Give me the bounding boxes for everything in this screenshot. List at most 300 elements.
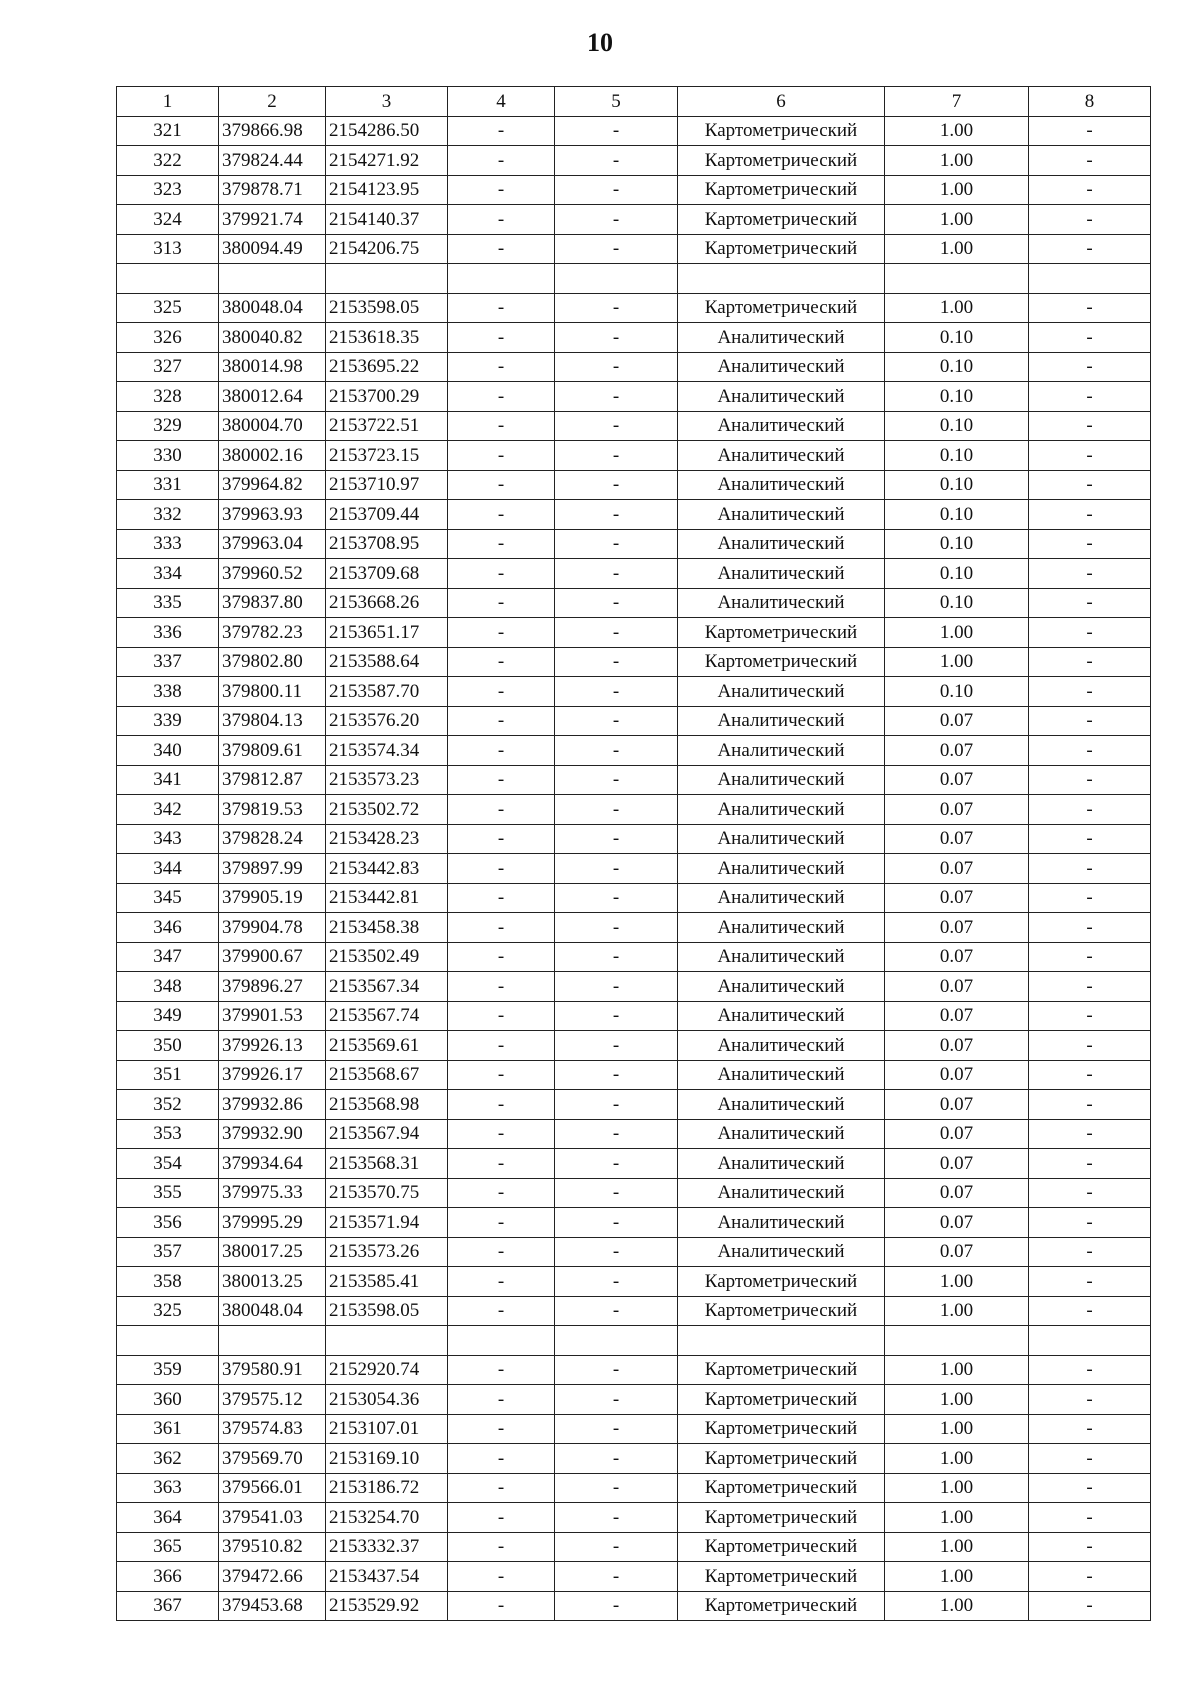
x-coordinate-cell: 379975.33 [219, 1178, 326, 1208]
y-coordinate-cell: 2153169.10 [326, 1444, 448, 1474]
x-coordinate-cell: 379900.67 [219, 942, 326, 972]
accuracy-cell: 0.07 [885, 972, 1029, 1002]
x-coordinate-cell: 379897.99 [219, 854, 326, 884]
table-row [117, 647, 1151, 677]
table-row [117, 972, 1151, 1002]
x-coordinate-cell: 380002.16 [219, 441, 326, 471]
col8-cell: - [1029, 1267, 1151, 1297]
table-row [117, 116, 1151, 146]
y-coordinate-cell: 2153722.51 [326, 411, 448, 441]
accuracy-cell: 0.10 [885, 559, 1029, 589]
col8-cell: - [1029, 1208, 1151, 1238]
col5-cell: - [555, 1296, 678, 1326]
table-row [117, 1326, 1151, 1356]
y-coordinate-cell: 2153568.31 [326, 1149, 448, 1179]
col8-cell: - [1029, 854, 1151, 884]
col5-cell: - [555, 500, 678, 530]
x-coordinate-cell: 379510.82 [219, 1532, 326, 1562]
col8-cell: - [1029, 470, 1151, 500]
y-coordinate-cell: 2153502.49 [326, 942, 448, 972]
method-cell: Картометрический [678, 1355, 885, 1385]
table-row [117, 441, 1151, 471]
accuracy-cell: 1.00 [885, 1414, 1029, 1444]
col8-cell: - [1029, 824, 1151, 854]
method-cell: Аналитический [678, 854, 885, 884]
y-coordinate-cell: 2153709.68 [326, 559, 448, 589]
x-coordinate-cell: 379905.19 [219, 883, 326, 913]
header-cell: 5 [555, 87, 678, 117]
col4-cell: - [448, 146, 555, 176]
col8-cell: - [1029, 647, 1151, 677]
col5-cell: - [555, 1090, 678, 1120]
col5-cell: - [555, 1444, 678, 1474]
point-number-cell: 325 [117, 293, 219, 323]
method-cell: Картометрический [678, 1503, 885, 1533]
point-number-cell: 362 [117, 1444, 219, 1474]
col5-cell: - [555, 441, 678, 471]
col4-cell: - [448, 1208, 555, 1238]
x-coordinate-cell: 380048.04 [219, 1296, 326, 1326]
table-row [117, 942, 1151, 972]
col5-cell: - [555, 411, 678, 441]
y-coordinate-cell: 2153428.23 [326, 824, 448, 854]
accuracy-cell: 1.00 [885, 175, 1029, 205]
col8-cell: - [1029, 441, 1151, 471]
col4-cell: - [448, 116, 555, 146]
col4-cell: - [448, 972, 555, 1002]
col5-cell: - [555, 588, 678, 618]
col5-cell: - [555, 972, 678, 1002]
point-number-cell: 335 [117, 588, 219, 618]
col5-cell: - [555, 1237, 678, 1267]
col8-cell: - [1029, 323, 1151, 353]
col8-cell: - [1029, 765, 1151, 795]
col5-cell: - [555, 470, 678, 500]
y-coordinate-cell: 2153598.05 [326, 293, 448, 323]
table-row [117, 824, 1151, 854]
table-row [117, 1414, 1151, 1444]
col4-cell: - [448, 323, 555, 353]
point-number-cell: 340 [117, 736, 219, 766]
y-coordinate-cell: 2154206.75 [326, 234, 448, 264]
accuracy-cell: 0.10 [885, 352, 1029, 382]
col8-cell: - [1029, 1591, 1151, 1621]
y-coordinate-cell: 2153668.26 [326, 588, 448, 618]
y-coordinate-cell: 2153054.36 [326, 1385, 448, 1415]
accuracy-cell: 0.07 [885, 1090, 1029, 1120]
accuracy-cell: 1.00 [885, 1591, 1029, 1621]
col4-cell: - [448, 500, 555, 530]
table-row [117, 1178, 1151, 1208]
col4-cell: - [448, 411, 555, 441]
col5-cell: - [555, 677, 678, 707]
method-cell: Аналитический [678, 1149, 885, 1179]
x-coordinate-cell: 379575.12 [219, 1385, 326, 1415]
col5-cell: - [555, 529, 678, 559]
y-coordinate-cell: 2153574.34 [326, 736, 448, 766]
point-number-cell: 356 [117, 1208, 219, 1238]
method-cell [678, 1326, 885, 1356]
x-coordinate-cell: 379960.52 [219, 559, 326, 589]
table-row [117, 1119, 1151, 1149]
x-coordinate-cell: 379995.29 [219, 1208, 326, 1238]
col5-cell: - [555, 234, 678, 264]
y-coordinate-cell: 2153567.34 [326, 972, 448, 1002]
table-row [117, 1385, 1151, 1415]
method-cell: Картометрический [678, 205, 885, 235]
x-coordinate-cell: 379804.13 [219, 706, 326, 736]
x-coordinate-cell: 379566.01 [219, 1473, 326, 1503]
accuracy-cell: 1.00 [885, 1296, 1029, 1326]
accuracy-cell: 0.10 [885, 529, 1029, 559]
x-coordinate-cell [219, 264, 326, 294]
col8-cell: - [1029, 1532, 1151, 1562]
col4-cell: - [448, 441, 555, 471]
col5-cell: - [555, 824, 678, 854]
x-coordinate-cell: 379866.98 [219, 116, 326, 146]
col8-cell: - [1029, 1444, 1151, 1474]
accuracy-cell: 1.00 [885, 146, 1029, 176]
col8-cell: - [1029, 146, 1151, 176]
y-coordinate-cell: 2153723.15 [326, 441, 448, 471]
col4-cell: - [448, 559, 555, 589]
point-number-cell: 336 [117, 618, 219, 648]
col5-cell: - [555, 323, 678, 353]
table-row [117, 1090, 1151, 1120]
y-coordinate-cell: 2153569.61 [326, 1031, 448, 1061]
method-cell: Картометрический [678, 1385, 885, 1415]
x-coordinate-cell: 379809.61 [219, 736, 326, 766]
col4-cell: - [448, 1503, 555, 1533]
y-coordinate-cell: 2153573.26 [326, 1237, 448, 1267]
y-coordinate-cell: 2153598.05 [326, 1296, 448, 1326]
table-row [117, 146, 1151, 176]
col8-cell [1029, 1326, 1151, 1356]
x-coordinate-cell: 380094.49 [219, 234, 326, 264]
point-number-cell: 324 [117, 205, 219, 235]
col4-cell: - [448, 1414, 555, 1444]
method-cell: Аналитический [678, 883, 885, 913]
point-number-cell: 323 [117, 175, 219, 205]
col8-cell: - [1029, 1385, 1151, 1415]
accuracy-cell: 0.07 [885, 824, 1029, 854]
point-number-cell: 361 [117, 1414, 219, 1444]
table-row [117, 706, 1151, 736]
x-coordinate-cell: 379580.91 [219, 1355, 326, 1385]
method-cell: Аналитический [678, 765, 885, 795]
accuracy-cell: 1.00 [885, 1444, 1029, 1474]
col5-cell: - [555, 1355, 678, 1385]
col5-cell: - [555, 706, 678, 736]
table-row [117, 205, 1151, 235]
col5-cell: - [555, 352, 678, 382]
method-cell: Аналитический [678, 972, 885, 1002]
point-number-cell [117, 1326, 219, 1356]
header-cell: 6 [678, 87, 885, 117]
col8-cell: - [1029, 559, 1151, 589]
method-cell [678, 264, 885, 294]
col8-cell: - [1029, 1001, 1151, 1031]
col8-cell: - [1029, 883, 1151, 913]
col5-cell: - [555, 1267, 678, 1297]
col4-cell: - [448, 824, 555, 854]
method-cell: Аналитический [678, 706, 885, 736]
col4-cell: - [448, 647, 555, 677]
table-row [117, 234, 1151, 264]
point-number-cell: 345 [117, 883, 219, 913]
accuracy-cell: 0.10 [885, 677, 1029, 707]
x-coordinate-cell: 379800.11 [219, 677, 326, 707]
accuracy-cell [885, 264, 1029, 294]
table-row [117, 913, 1151, 943]
method-cell: Аналитический [678, 382, 885, 412]
y-coordinate-cell: 2152920.74 [326, 1355, 448, 1385]
x-coordinate-cell: 379569.70 [219, 1444, 326, 1474]
method-cell: Аналитический [678, 795, 885, 825]
col4-cell: - [448, 1267, 555, 1297]
accuracy-cell: 0.07 [885, 795, 1029, 825]
table-row [117, 500, 1151, 530]
table-row [117, 736, 1151, 766]
y-coordinate-cell: 2153107.01 [326, 1414, 448, 1444]
accuracy-cell: 1.00 [885, 116, 1029, 146]
x-coordinate-cell: 379837.80 [219, 588, 326, 618]
y-coordinate-cell: 2153570.75 [326, 1178, 448, 1208]
y-coordinate-cell: 2153571.94 [326, 1208, 448, 1238]
col4-cell: - [448, 1237, 555, 1267]
accuracy-cell: 1.00 [885, 1385, 1029, 1415]
table-row [117, 1208, 1151, 1238]
method-cell: Аналитический [678, 1178, 885, 1208]
y-coordinate-cell: 2153502.72 [326, 795, 448, 825]
col5-cell: - [555, 942, 678, 972]
y-coordinate-cell: 2153618.35 [326, 323, 448, 353]
y-coordinate-cell: 2154123.95 [326, 175, 448, 205]
col4-cell: - [448, 352, 555, 382]
method-cell: Аналитический [678, 441, 885, 471]
accuracy-cell: 0.07 [885, 1119, 1029, 1149]
point-number-cell: 367 [117, 1591, 219, 1621]
y-coordinate-cell: 2153437.54 [326, 1562, 448, 1592]
col8-cell: - [1029, 1178, 1151, 1208]
point-number-cell: 338 [117, 677, 219, 707]
accuracy-cell: 0.07 [885, 1237, 1029, 1267]
point-number-cell: 331 [117, 470, 219, 500]
point-number-cell: 350 [117, 1031, 219, 1061]
x-coordinate-cell: 380040.82 [219, 323, 326, 353]
method-cell: Аналитический [678, 1060, 885, 1090]
point-number-cell: 365 [117, 1532, 219, 1562]
col5-cell: - [555, 1414, 678, 1444]
y-coordinate-cell: 2153573.23 [326, 765, 448, 795]
point-number-cell: 360 [117, 1385, 219, 1415]
accuracy-cell: 1.00 [885, 1473, 1029, 1503]
table-row [117, 1296, 1151, 1326]
col4-cell: - [448, 1355, 555, 1385]
point-number-cell: 337 [117, 647, 219, 677]
point-number-cell: 355 [117, 1178, 219, 1208]
point-number-cell: 366 [117, 1562, 219, 1592]
y-coordinate-cell: 2153442.83 [326, 854, 448, 884]
header-cell: 1 [117, 87, 219, 117]
point-number-cell: 321 [117, 116, 219, 146]
col8-cell: - [1029, 795, 1151, 825]
x-coordinate-cell: 379932.86 [219, 1090, 326, 1120]
col4-cell: - [448, 736, 555, 766]
col8-cell: - [1029, 411, 1151, 441]
col4-cell: - [448, 470, 555, 500]
table-row [117, 1532, 1151, 1562]
x-coordinate-cell: 379824.44 [219, 146, 326, 176]
method-cell: Картометрический [678, 1267, 885, 1297]
col5-cell: - [555, 1119, 678, 1149]
table-row [117, 1473, 1151, 1503]
method-cell: Картометрический [678, 1532, 885, 1562]
col8-cell: - [1029, 736, 1151, 766]
col5-cell: - [555, 854, 678, 884]
method-cell: Аналитический [678, 1208, 885, 1238]
col8-cell: - [1029, 116, 1151, 146]
accuracy-cell: 0.10 [885, 411, 1029, 441]
col5-cell: - [555, 913, 678, 943]
page-number: 10 [587, 28, 613, 57]
header-cell: 7 [885, 87, 1029, 117]
method-cell: Аналитический [678, 736, 885, 766]
x-coordinate-cell: 379963.93 [219, 500, 326, 530]
y-coordinate-cell: 2153567.74 [326, 1001, 448, 1031]
x-coordinate-cell: 380004.70 [219, 411, 326, 441]
point-number-cell: 343 [117, 824, 219, 854]
x-coordinate-cell: 379828.24 [219, 824, 326, 854]
col8-cell: - [1029, 500, 1151, 530]
col4-cell: - [448, 1119, 555, 1149]
col5-cell: - [555, 1532, 678, 1562]
x-coordinate-cell: 379782.23 [219, 618, 326, 648]
method-cell: Картометрический [678, 647, 885, 677]
accuracy-cell: 0.07 [885, 883, 1029, 913]
y-coordinate-cell: 2153695.22 [326, 352, 448, 382]
col5-cell: - [555, 736, 678, 766]
method-cell: Картометрический [678, 1414, 885, 1444]
col8-cell: - [1029, 352, 1151, 382]
point-number-cell: 327 [117, 352, 219, 382]
method-cell: Картометрический [678, 1444, 885, 1474]
y-coordinate-cell: 2153568.67 [326, 1060, 448, 1090]
col4-cell: - [448, 234, 555, 264]
col5-cell: - [555, 647, 678, 677]
table-row [117, 293, 1151, 323]
point-number-cell: 353 [117, 1119, 219, 1149]
x-coordinate-cell: 379901.53 [219, 1001, 326, 1031]
y-coordinate-cell: 2154140.37 [326, 205, 448, 235]
accuracy-cell: 0.10 [885, 441, 1029, 471]
table-row [117, 529, 1151, 559]
col8-cell: - [1029, 1414, 1151, 1444]
y-coordinate-cell: 2153587.70 [326, 677, 448, 707]
point-number-cell: 344 [117, 854, 219, 884]
accuracy-cell: 0.07 [885, 706, 1029, 736]
col4-cell: - [448, 795, 555, 825]
point-number-cell: 322 [117, 146, 219, 176]
header-cell: 4 [448, 87, 555, 117]
col8-cell: - [1029, 1090, 1151, 1120]
accuracy-cell: 1.00 [885, 1562, 1029, 1592]
col4-cell: - [448, 1178, 555, 1208]
y-coordinate-cell: 2153254.70 [326, 1503, 448, 1533]
accuracy-cell: 0.10 [885, 500, 1029, 530]
method-cell: Аналитический [678, 588, 885, 618]
accuracy-cell: 0.07 [885, 736, 1029, 766]
accuracy-cell: 0.10 [885, 323, 1029, 353]
col8-cell: - [1029, 529, 1151, 559]
table-row [117, 411, 1151, 441]
accuracy-cell: 1.00 [885, 1355, 1029, 1385]
point-number-cell: 313 [117, 234, 219, 264]
method-cell: Аналитический [678, 913, 885, 943]
method-cell: Картометрический [678, 1591, 885, 1621]
table-row [117, 588, 1151, 618]
accuracy-cell: 1.00 [885, 1503, 1029, 1533]
method-cell: Картометрический [678, 1562, 885, 1592]
col4-cell: - [448, 765, 555, 795]
col8-cell: - [1029, 1031, 1151, 1061]
y-coordinate-cell: 2154286.50 [326, 116, 448, 146]
col5-cell: - [555, 883, 678, 913]
col4-cell: - [448, 588, 555, 618]
col5-cell [555, 264, 678, 294]
col8-cell: - [1029, 942, 1151, 972]
col4-cell: - [448, 706, 555, 736]
method-cell: Картометрический [678, 234, 885, 264]
col4-cell: - [448, 883, 555, 913]
col5-cell: - [555, 1178, 678, 1208]
col8-cell: - [1029, 1296, 1151, 1326]
col4-cell: - [448, 1090, 555, 1120]
table-row [117, 352, 1151, 382]
col4-cell: - [448, 382, 555, 412]
point-number-cell: 339 [117, 706, 219, 736]
x-coordinate-cell: 379472.66 [219, 1562, 326, 1592]
y-coordinate-cell: 2153708.95 [326, 529, 448, 559]
x-coordinate-cell: 380017.25 [219, 1237, 326, 1267]
method-cell: Аналитический [678, 411, 885, 441]
y-coordinate-cell: 2153700.29 [326, 382, 448, 412]
table-row [117, 1355, 1151, 1385]
x-coordinate-cell: 379802.80 [219, 647, 326, 677]
x-coordinate-cell: 379963.04 [219, 529, 326, 559]
x-coordinate-cell: 379904.78 [219, 913, 326, 943]
x-coordinate-cell: 379964.82 [219, 470, 326, 500]
col4-cell: - [448, 942, 555, 972]
col4-cell: - [448, 854, 555, 884]
point-number-cell: 364 [117, 1503, 219, 1533]
header-cell: 3 [326, 87, 448, 117]
y-coordinate-cell: 2153529.92 [326, 1591, 448, 1621]
col4-cell: - [448, 293, 555, 323]
method-cell: Картометрический [678, 618, 885, 648]
accuracy-cell [885, 1326, 1029, 1356]
col5-cell: - [555, 382, 678, 412]
col5-cell: - [555, 1060, 678, 1090]
point-number-cell: 357 [117, 1237, 219, 1267]
col8-cell: - [1029, 1119, 1151, 1149]
method-cell: Аналитический [678, 470, 885, 500]
col5-cell: - [555, 116, 678, 146]
point-number-cell: 349 [117, 1001, 219, 1031]
table-row [117, 264, 1151, 294]
x-coordinate-cell: 379878.71 [219, 175, 326, 205]
col4-cell: - [448, 175, 555, 205]
